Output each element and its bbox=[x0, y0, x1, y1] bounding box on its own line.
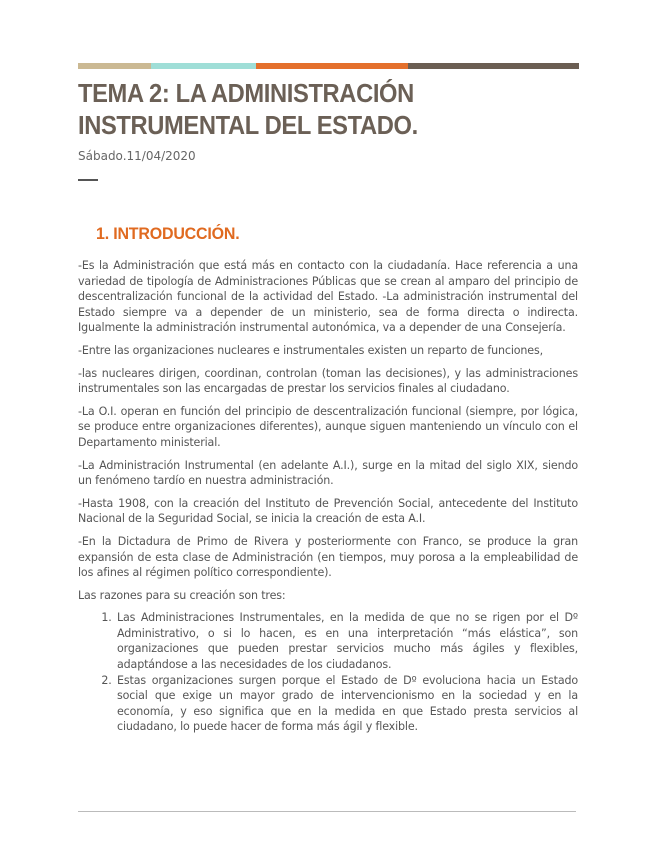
paragraph: -En la Dictadura de Primo de Rivera y posteriormente con Franco, se produce la gran expansión de esta clase de Administración (en tiempos, muy porosa a la empleabilidad de los afines al régimen político correspondiente). bbox=[78, 534, 578, 580]
paragraph: -las nucleares dirigen, coordinan, controlan (toman las decisiones), y las administraciones instrumentales son las encargadas de prestar los servicios finales al ciudadano. bbox=[78, 366, 578, 396]
paragraph: -Hasta 1908, con la creación del Instituto de Prevención Social, antecedente del Instituto Nacional de la Seguridad Social, se inicia la creación de esta A.I. bbox=[78, 496, 578, 526]
paragraph: -Entre las organizaciones nucleares e instrumentales existen un reparto de funciones, bbox=[78, 343, 543, 357]
title-divider bbox=[78, 179, 98, 181]
paragraph: -La Administración Instrumental (en adelante A.I.), surge en la mitad del siglo XIX, siendo un fenómeno tardío en nuestra administración. bbox=[78, 458, 578, 488]
section-heading: 1. INTRODUCCIÓN. bbox=[96, 224, 240, 243]
document-title: TEMA 2: LA ADMINISTRACIÓN INSTRUMENTAL DEL ESTADO. bbox=[78, 80, 418, 140]
list-item: 2. Estas organizaciones surgen porque el Estado de Dº evoluciona hacia un Estado social que exige un mayor grado de intervencionismo en la sociedad y en la economía, y eso significa que en la medida en que Estado presta servicios al ciudadano, lo puede hacer de forma más ágil y flexible. bbox=[115, 673, 578, 735]
color-bar bbox=[78, 63, 579, 69]
footer-rule bbox=[78, 811, 576, 812]
paragraph: -Es la Administración que está más en contacto con la ciudadanía. Hace referencia a una variedad de tipología de Administraciones Públicas que se crean al amparo del principio de descentralización funcional de la actividad del Estado. -La administración instrumental del Estado siempre va a depender de un ministerio, sea de forma directa o indirecta. Igualmente la administración instrumental autonómica, va a depender de una Consejería. bbox=[78, 259, 578, 335]
list-item: 1. Las Administraciones Instrumentales, en la medida de que no se rigen por el Dº Administrativo, o si lo hacen, es en una interpretación “más elástica”, son organizaciones que pueden prestar servicios mucho más ágiles y flexibles, adaptándose a las necesidades de los ciudadanos. bbox=[115, 610, 578, 672]
document-date: Sábado.11/04/2020 bbox=[78, 149, 196, 163]
color-segment-brown bbox=[408, 63, 579, 69]
section-body bbox=[78, 258, 578, 735]
paragraph: -La O.I. operan en función del principio de descentralización funcional (siempre, por lógica, se produce entre organizaciones diferentes), aunque siguen manteniendo un vínculo con el Departamento ministerial. bbox=[78, 404, 578, 449]
color-segment-teal bbox=[151, 63, 256, 69]
paragraph: Las razones para su creación son tres: bbox=[78, 588, 286, 602]
color-segment-tan bbox=[78, 63, 151, 69]
reasons-list bbox=[78, 610, 578, 735]
color-segment-orange bbox=[256, 63, 408, 69]
